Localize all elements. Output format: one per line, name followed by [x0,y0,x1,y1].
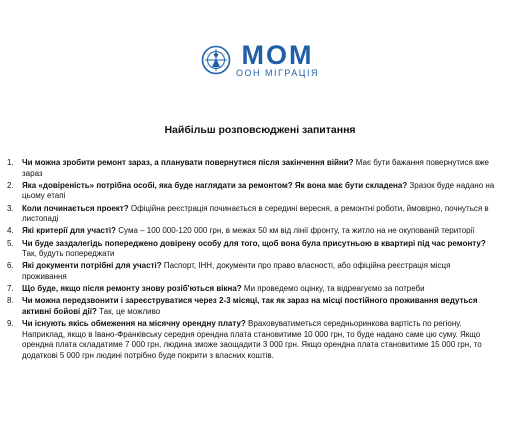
item-number: 7. [7,284,14,294]
item-number: 8. [7,296,14,306]
faq-item-1 [0,158,520,179]
faq-item-3 [0,204,520,225]
question: Яка «довіреність» потрібна особі, яка буде наглядати за ремонтом? Як вона має бути складена? [22,180,408,190]
faq-item-5 [0,239,520,260]
item-number: 5. [7,238,14,248]
question: Чи можна зробити ремонт зараз, а планувати повернутися після закінчення війни? [22,158,354,167]
item-number: 3. [7,203,14,213]
answer: Офіційна реєстрація починається в середині вересня, а ремонтні роботи, ймовірно, почнуться в листопаді [22,203,489,224]
question: Коли починається проект? [22,203,129,213]
item-number: 2. [7,180,14,190]
item-number: 4. [7,226,14,236]
answer: Паспорт, ІНН, документи про право власності, або офіційна реєстрація місця проживання [22,261,451,281]
faq-item-8 [0,296,520,317]
answer: Сума – 100 000-120 000 грн, в межах 50 км від лінії фронту, та житло на не окупованій території [116,226,475,236]
logo-subtitle: ООН МІГРАЦІЯ [236,68,319,78]
answer: Зразок буде надано на цьому етапі [22,180,495,201]
iom-logo [0,42,520,78]
question: Чи буде заздалегідь попереджено довірену особу для того, щоб вона була присутньою в квартирі під час ремонту? [22,238,486,248]
item-number: 1. [7,158,14,167]
un-emblem-icon [201,45,231,75]
faq-item-2 [0,181,520,202]
question: Що буде, якщо після ремонту знову розіб'ються вікна? [22,284,242,294]
answer: Так, будуть попереджати [22,249,115,259]
item-number: 9. [7,319,14,329]
faq-item-7 [0,284,520,295]
faq-list [0,158,520,363]
item-number: 6. [7,261,14,271]
question: Які критерії для участі? [22,226,117,236]
answer: Враховуватиметься середньоринкова вартість по регіону. Наприклад, якщо в Івано-Франківську середня орендна плата становитиме 10 000 грн, то буде надано саме цю суму. Якщо орендна плата складатиме 7 000 грн, людина зможе заощадити 3 000 грн. Якщо орендна плата становитиме 15 000 грн, то додаткові 5 000 грн людині потрібно буде покрити з власних коштів. [22,319,482,360]
answer: Так, це можливо [96,306,161,316]
answer: Має бути бажання повернутися вже зараз [22,158,489,178]
faq-item-6 [0,261,520,282]
question: Чи можна передзвонити і зареєструватися через 2-3 місяці, так як зараз на місці постійного проживання ведуться активні бойові дії? [22,296,478,316]
question: Чи існують якісь обмеження на місячну орендну плату? [22,319,246,329]
question: Які документи потрібні для участі? [22,261,162,271]
faq-item-4 [0,226,520,237]
logo-mark: MOM [241,40,314,70]
answer: Ми проведемо оцінку, та відреагуємо за потреби [241,284,425,294]
page-title: Найбільш розповсюджені запитання [164,124,356,136]
faq-item-9 [0,319,520,361]
